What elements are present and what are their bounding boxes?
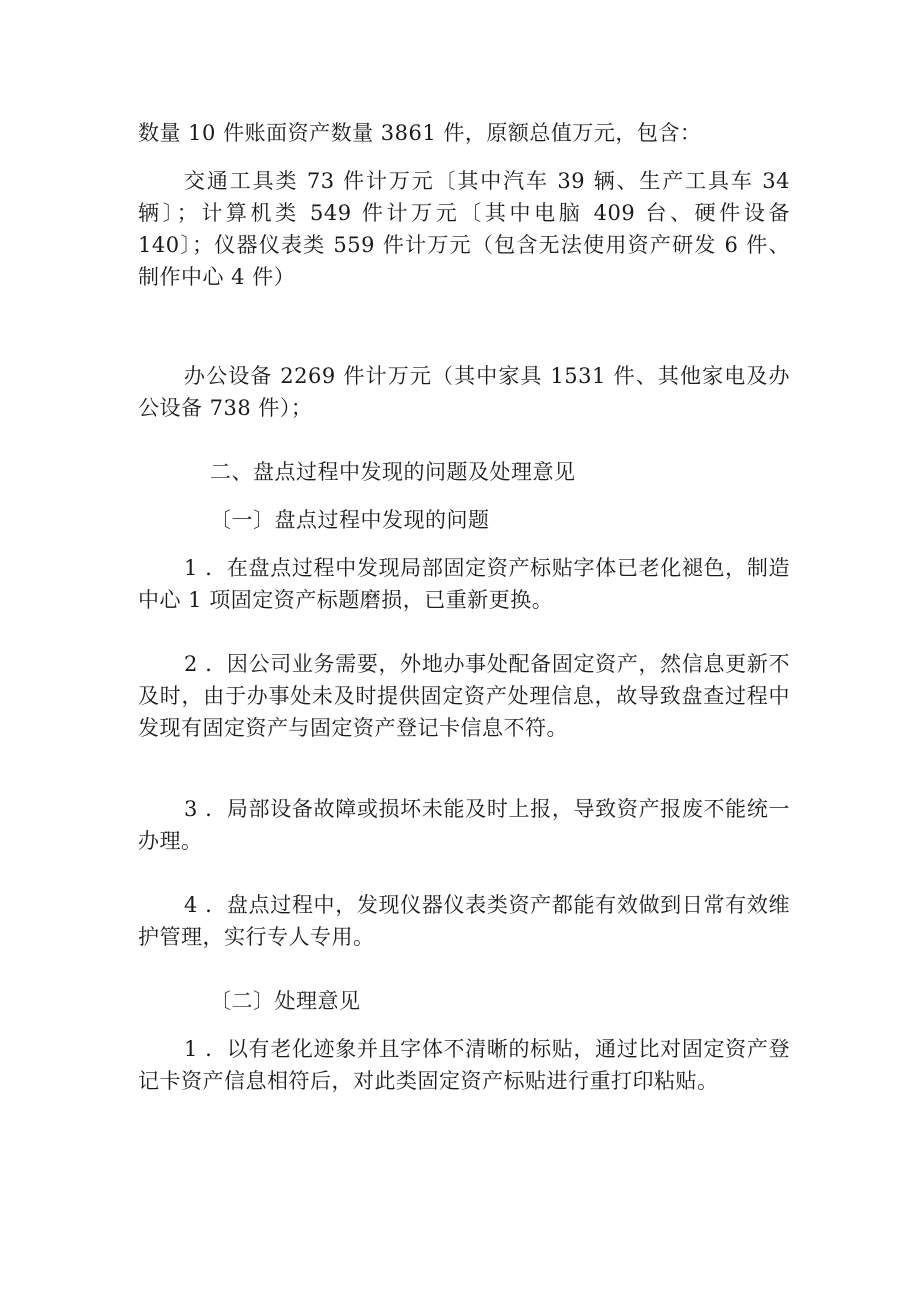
issue-item-2: 2 ．因公司业务需要，外地办事处配备固定资产，然信息更新不及时，由于办事处未及时提供固定资产处理信息，故导致盘查过程中发现有固定资产与固定资产登记卡信息不符。 [138,652,790,740]
section-heading-issues-and-opinions: 二、盘点过程中发现的问题及处理意见 [210,460,576,484]
paragraph-vehicles-computers-instruments: 交通工具类 73 件计万元〔其中汽车 39 辆、生产工具车 34 辆〕；计算机类 549 件计万元〔其中电脑 409 台、硬件设备 140〕；仪器仪表类 559 件计万元（包含无法使用资产研发 6 件、制作中心 4 件） [138,169,790,289]
opinion-item-1: 1 ．以有老化迹象并且字体不清晰的标贴，通过比对固定资产登记卡资产信息相符后，对此类固定资产标贴进行重打印粘贴。 [138,1037,790,1093]
issue-item-1: 1 ．在盘点过程中发现局部固定资产标贴字体已老化褪色，制造中心 1 项固定资产标题磨损，已重新更换。 [138,556,790,612]
issue-item-4: 4 ．盘点过程中，发现仪器仪表类资产都能有效做到日常有效维护管理，实行专人专用。 [138,893,790,949]
issue-item-3: 3 ．局部设备故障或损坏未能及时上报，导致资产报废不能统一办理。 [138,797,790,853]
paragraph-asset-count: 数量 10 件账面资产数量 3861 件，原额总值万元，包含： [138,121,702,145]
subsection-heading-issues: 〔一〕盘点过程中发现的问题 [210,508,490,532]
paragraph-office-equipment: 办公设备 2269 件计万元（其中家具 1531 件、其他家电及办公设备 738 件）； [138,364,790,420]
subsection-heading-opinions: 〔二〕处理意见 [210,989,361,1013]
